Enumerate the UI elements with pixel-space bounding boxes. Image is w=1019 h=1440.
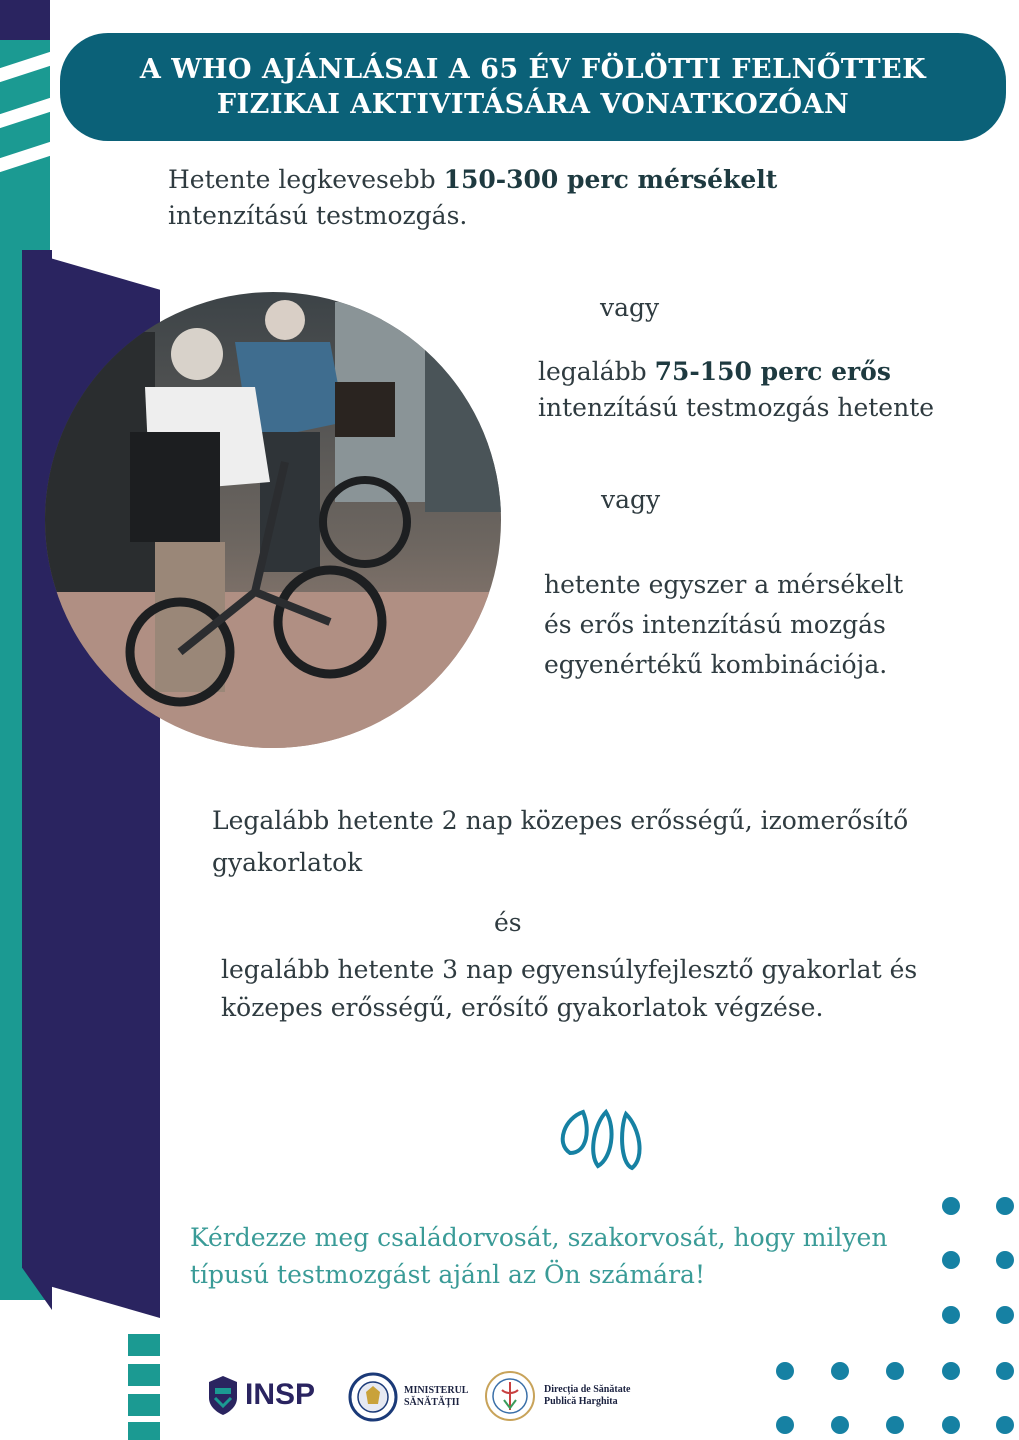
insp-shield-icon xyxy=(207,1374,239,1416)
rec5-line2: közepes erősségű, erősítő gyakorlatok végzése. xyxy=(221,993,824,1022)
dsp-emblem-icon xyxy=(484,1370,536,1422)
recommendation-moderate xyxy=(168,162,868,234)
dsp-line1: Direcția de Sănătate xyxy=(544,1384,631,1395)
ministry-logo xyxy=(348,1372,468,1422)
insp-logo xyxy=(207,1374,315,1416)
recommendation-strength xyxy=(212,800,972,884)
government-seal-icon xyxy=(348,1372,398,1422)
dsp-harghita-logo xyxy=(484,1370,630,1422)
rec2-bold: 75-150 perc erős xyxy=(654,357,891,386)
decor-navy-corner xyxy=(0,0,50,40)
rec3-line1: hetente egyszer a mérsékelt xyxy=(544,570,904,599)
cta-line2: típusú testmozgást ajánl az Ön számára! xyxy=(190,1260,705,1289)
recommendation-balance xyxy=(221,951,981,1027)
decor-teal-block xyxy=(128,1364,160,1386)
recommendation-vigorous xyxy=(538,354,998,426)
rec4-line1: Legalább hetente 2 nap közepes erősségű, izomerősítő xyxy=(212,806,909,835)
and-label: és xyxy=(494,908,522,937)
or-label: vagy xyxy=(601,485,661,514)
decor-teal-block xyxy=(128,1334,160,1356)
call-to-action xyxy=(190,1219,930,1293)
page-title-banner xyxy=(60,33,1006,141)
decor-navy-bar-left xyxy=(22,250,52,1310)
rec5-line1: legalább hetente 3 nap egyensúlyfejlesztő gyakorlat és xyxy=(221,955,918,984)
dsp-line2: Publică Harghita xyxy=(544,1396,618,1407)
rec3-line2: és erős intenzítású mozgás xyxy=(544,610,886,639)
recommendation-combination xyxy=(544,565,984,685)
page-title-line2: FIZIKAI AKTIVITÁSÁRA VONATKOZÓAN xyxy=(216,89,850,120)
rec1-line2: intenzítású testmozgás. xyxy=(168,201,468,230)
page-title-line1: A WHO AJÁNLÁSAI A 65 ÉV FÖLÖTTI FELNŐTTEK xyxy=(139,54,927,85)
cta-line1: Kérdezze meg családorvosát, szakorvosát, hogy milyen xyxy=(190,1223,888,1252)
decor-teal-block xyxy=(128,1422,160,1440)
rec2-pre: legalább xyxy=(538,357,655,386)
rec3-line3: egyenértékű kombinációja. xyxy=(544,650,888,679)
decor-teal-block xyxy=(128,1394,160,1416)
insp-logo-text: INSP xyxy=(245,1378,316,1411)
ministry-line1: MINISTERUL xyxy=(404,1385,469,1396)
drops-icon xyxy=(550,1108,650,1174)
ministry-line2: SĂNĂTĂȚII xyxy=(404,1397,460,1408)
rec1-pre: Hetente legkevesebb xyxy=(168,165,444,194)
rec2-line2: intenzítású testmozgás hetente xyxy=(538,393,935,422)
seniors-cycling-photo xyxy=(45,292,501,748)
or-label: vagy xyxy=(600,293,660,322)
rec1-bold: 150-300 perc mérsékelt xyxy=(443,165,778,194)
rec4-line2: gyakorlatok xyxy=(212,848,363,877)
